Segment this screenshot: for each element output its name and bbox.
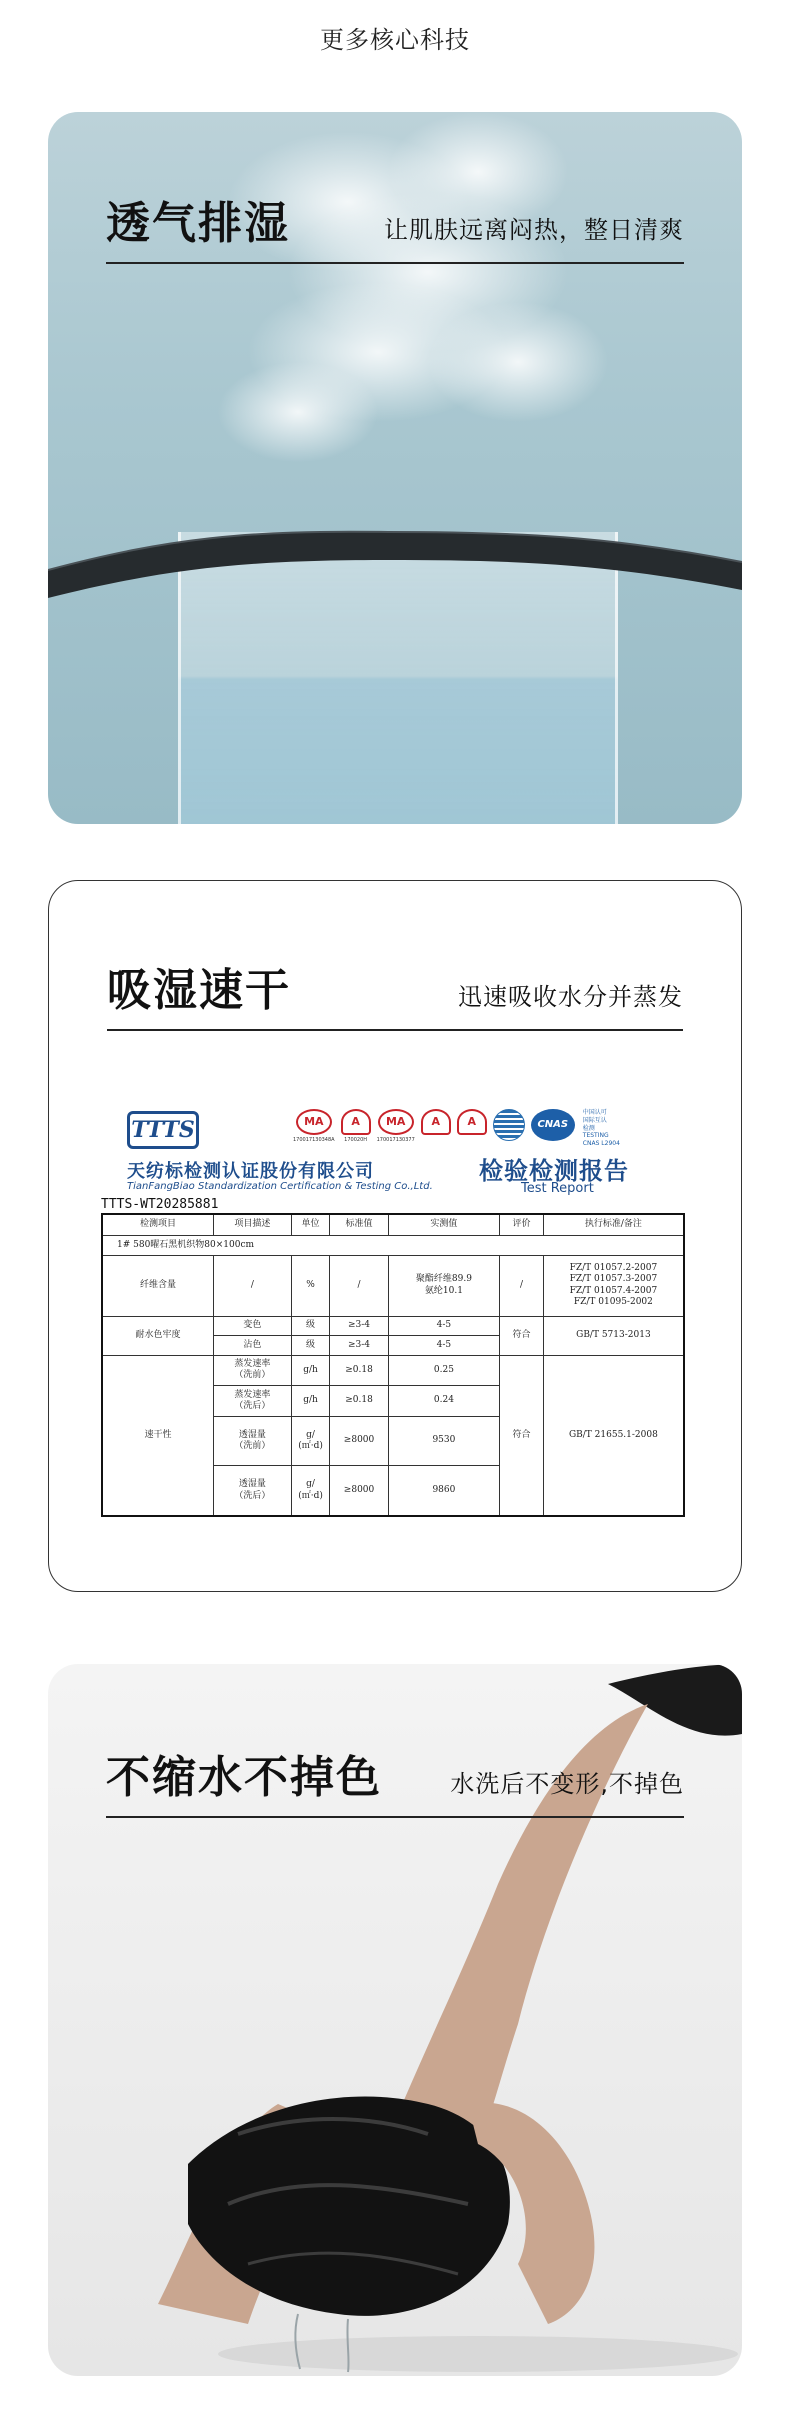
sample-description: 1# 580曜石黑机织物80×100cm [102,1236,684,1256]
test-report-table [101,1213,685,1517]
table-header: 执行标准/备注 [543,1214,684,1236]
breathable-header [106,182,684,249]
table-header: 项目描述 [214,1214,292,1236]
no-shrink-title: 不缩水不掉色 [106,1752,382,1803]
cal-mark: A 170020H [341,1109,371,1143]
breathable-section [48,112,742,824]
table-row: 蒸发速率 （洗后） g/h ≥0.18 0.24 [102,1386,684,1416]
cal-mark: A [457,1109,487,1135]
report-title-english: Test Report [521,1181,594,1196]
fabric-strip [48,452,742,652]
breathable-title: 透气排湿 [106,198,290,249]
report-title: 检验检测报告 [479,1157,629,1185]
no-shrink-header [106,1736,684,1803]
table-header: 实测值 [388,1214,500,1236]
table-header: 检测项目 [102,1214,214,1236]
table-row: 耐水色牢度 变色 级 ≥3-4 4-5 符合 GB/T 5713-2013 [102,1316,684,1336]
quick-dry-subtitle: 迅速吸收水分并蒸发 [458,983,683,1011]
ttts-logo: TTTS [127,1111,199,1149]
table-header-row [102,1214,684,1236]
no-shrink-subtitle: 水洗后不变形,不掉色 [450,1770,684,1798]
report-number: TTTS-WT20285881 [101,1197,219,1212]
quick-dry-section [48,880,742,1592]
table-header: 标准值 [330,1214,388,1236]
table-row: 纤维含量 / % / 聚酯纤维89.9 氨纶10.1 / FZ/T 01057.2-2007 FZ/T 01057.3-2007 FZ/T 01057.4-2007 FZ/T 01095-2002 [102,1255,684,1316]
page-title: 更多核心科技 [320,26,470,54]
quick-dry-title: 吸湿速干 [107,965,291,1016]
company-english-name: TianFangBiao Standardization Certification & Testing Co.,Ltd. [127,1181,433,1192]
cal-mark: A [421,1109,451,1135]
breathable-subtitle: 让肌肤远离闷热，整日清爽 [384,216,684,244]
no-shrink-section [48,1664,742,2376]
breathable-divider [106,262,684,264]
cnas-text: 中国认可 国际互认 检测 TESTING CNAS L2904 [582,1109,620,1148]
table-row: 沾色 级 ≥3-4 4-5 [102,1336,684,1356]
table-row: 透湿量 （洗后） g/ (㎡·d) ≥8000 9860 [102,1466,684,1516]
cma-mark: MA 170017130377 [377,1109,415,1143]
ilac-globe-icon [493,1109,525,1141]
certification-marks [293,1109,620,1148]
company-name: 天纺标检测认证股份有限公司 [127,1161,374,1182]
table-row: 速干性 蒸发速率 （洗前） g/h ≥0.18 0.25 符合 GB/T 21655.1-2008 [102,1355,684,1385]
quick-dry-divider [107,1029,683,1031]
table-row: 透湿量 （洗前） g/ (㎡·d) ≥8000 9530 [102,1416,684,1466]
table-header: 评价 [500,1214,544,1236]
quick-dry-header [107,949,683,1016]
cnas-logo: CNAS [531,1109,575,1141]
table-header: 单位 [291,1214,330,1236]
no-shrink-divider [106,1816,684,1818]
sample-row [102,1236,684,1256]
cma-mark: MA 170017130348A [293,1109,335,1143]
